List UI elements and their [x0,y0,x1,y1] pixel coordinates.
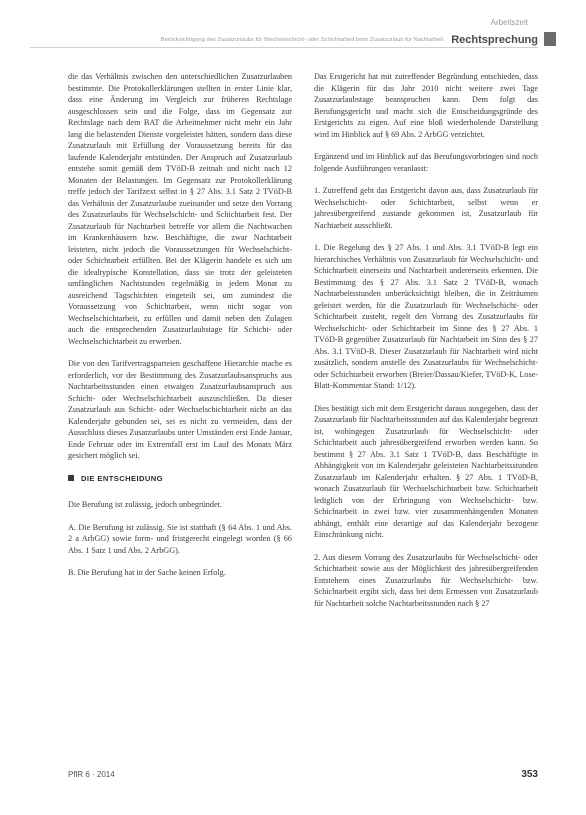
page-number: 353 [521,769,538,780]
header-thumb-mark [544,32,556,46]
body-paragraph: die das Verhältnis zwischen den unterschiedlichen Zusatzurlauben bestimmte. Die Protokollerklärungen stellten in erster Linie klar, dass eine Änderung im Vergleich zur früheren Rechtslage ausgeschlossen sein und die Folge, dass im Gegensatz zur Rechtslage nach dem BAT die Arbeitnehmer nicht mehr ein Jahr lang die belastenden Dienste vorgeleistet hätten, sondern dass diese Zusatzurlaub mit Erfüllung der Voraussetzung bereits für das laufende Kalenderjahr entstünden. Der Anspruch auf Zusatzurlaub entstehe somit gemäß dem TVöD-B zeitnah und nicht nach 12 Monaten der Belastungen. Im Gegensatz zur Protokollerklärung treffe jedoch der Tarifzext selbst in § 27 Abs. 3.1 Satz 2 TVöD-B das Verhältnis der Zusatzurlaube zueinander und setze den Vorrang des Zusatzurlaubs für Wechselschicht- und Schichtarbeit fest. Der Zusatzurlaub für Nachtarbeit betreffe vor allem die Nachtwachen im Krankenhäusern bzw. Beschäftigte, die zwar Nachtarbeit leisteten, nicht jedoch die Voraussetzungen für Wechselschicht- oder Schichtarbeit erfüllten. Bei der Klägerin handele es sich um die idealtypische Konstellation, dass sie trotz der geleisteten umfänglichen Nachtstunden regelmäßig in jedem Monat zu ausreichend Tagschichten eingeteilt sei, um zumindest die Voraussetzung von Schichtarbeit, wenn nicht sogar von Wechselschichtarbeit, zu erfüllen und damit neben den Zulagen auch die entsprechenden Zusatzurlaubstage für Schicht- oder Wechselschichtarbeit zu erwerben. [68,72,292,346]
decision-heading [68,473,292,485]
running-header-section: Rechtsprechung [451,34,538,46]
body-paragraph: Ergänzend und im Hinblick auf das Berufungsvorbringen sind noch folgende Ausführungen veranlasst: [314,152,538,173]
left-column [68,71,292,579]
decision-paragraph: Die Berufung ist zulässig, jedoch unbegründet. [68,500,222,509]
body-paragraph: 2. Aus diesem Vorrang des Zusatzurlaubs für Wechselschicht- oder Schichtarbeit sowie aus der Möglichkeit des jahresübergreifenden Entstehens eines Zusatzurlaubs für Wechselschicht- bzw. Schichtarbeit ergibt sich, dass bei dem Ermessen von Zusatzurlaub für Nachtarbeit solche Nachtarbeitsstunden nach § 27 [314,552,538,608]
body-paragraph: Dies bestätigt sich mit dem Erstgericht daraus ausgegeben, dass der Zusatzurlaub für Nachtarbeitsstunden auf das Kalenderjahr begrenzt ist, wohingegen Zusatzurlaub für Wechselschicht- oder Schichtarbeit auch jahresübergreifend erworben werden kann. So bestimmt § 27 Abs. 3.1 Satz 1 TVöD-B, dass Beschäftigte in Abhängigkeit von im Kalenderjahr geleisteten Nachtarbeitsstunden Zusatzurlaub im Kalenderjahr erhalten. § 27 Abs. 1 TVöD-B, wonach Zusatzurlaub für Wechselschichtarbeit bzw. Schichtarbeit lediglich von der Erbringung von Wechselschicht- bzw. Schichtarbeit in zwei bzw. vier zusammenhängenden Monaten abhängt, enthält eine derartige auf das Kalenderjahr bezogene Einschränkung nicht. [314,403,538,539]
right-column [314,71,538,609]
decision-paragraph: B. Die Berufung hat in der Sache keinen Erfolg. [68,568,226,577]
body-paragraph: 1. Die Regelung des § 27 Abs. 1 und Abs. 3.1 TVöD-B legt ein hierarchisches Verhältnis von Zusatzurlaub für Wechselschicht- und Schichtarbeit einerseits und Nachtarbeit andererseits erkennen. Die Bestimmung des § 27 Abs. 3.1 Satz 2 TVöD-B, wonach Nachtarbeitsstunden unberücksichtigt bleiben, die in Zeiträumen geleistet werden, für die Zusatzurlaub für Wechselschicht- oder Schichtarbeit zusteht, regelt den Vorrang des Zusatzurlaubs für Wechselschicht- oder Schichtarbeit im Sinne des § 27 Abs. 1 TVöD-B gegenüber Zusatzurlaub für Nachtarbeit im Sinn des § 27 Abs. 3.1 TVöD-B. Dieser Zusatzurlaub für Nachtarbeit wird nicht zusätzlich, sondern anstelle des Zusatzurlaubs für Wechselschicht- oder Schichtarbeit erworben (Breier/Dassau/Kiefer, TVöD-K, Lose-Blatt-Kommentar Stand: 1/12). [314,243,538,390]
journal-issue: PflR 6 · 2014 [68,770,115,779]
body-paragraph: 1. Zutreffend geht das Erstgericht davon aus, dass Zusatzurlaub für Wechselschicht- oder Schichtarbeit, selbst wenn er jahresübergreifend zustande gekommen ist, Zusatzurlaub für Nachtarbeit ausschließt. [314,186,538,230]
section-kicker: Arbeitszeit [490,18,528,27]
decision-paragraph: A. Die Berufung ist zulässig. Sie ist statthaft (§ 64 Abs. 1 und Abs. 2 a ArbGG) sowie form- und fristgerecht eingelegt worden (§ 66 Abs. 1 Satz 1 und Abs. 2 ArbGG). [68,522,292,555]
running-header-topic: Berücksichtigung des Zusatzurlaubs für Wechselschicht- oder Schichtarbeit beim Zusatzurlaub für Nachtarbeit [160,37,444,43]
running-header [30,33,538,48]
decision-heading-label: DIE ENTSCHEIDUNG [81,473,163,483]
body-paragraph: Das Erstgericht hat mit zutreffender Begründung entschieden, dass die Klägerin für das Jahr 2010 nicht weitere zwei Tage Zusatzurlaubstage beanspruchen kann. Dem folgt das Berufungsgericht und macht sich die Entscheidungsgründe des Erstgerichts zu eigen. Auf eine bloß wiederholende Darstellung wird im Hinblick auf § 69 Abs. 2 ArbGG verzichtet. [314,72,538,139]
square-bullet-icon [68,475,74,481]
body-paragraph: Die von den Tarifvertragsparteien geschaffene Hierarchie mache es erforderlich, vor der Bestimmung des Zusatzurlaubsanspruchs aus Nachtarbeitsstunden einen etwaigen Zusatzurlaubsanspruch aus Schicht- oder Wechselschichtarbeit auszuschließen. Da dieser Zusatzurlaub aus Schicht- oder Wechselschichtarbeit nicht an das Kalenderjahr gebunden sei, sei es nicht zu vermeiden, dass der Ausschluss dieses Zusatzurlaubs unter Umständen erst Ende Januar, Ende Februar oder im Extremfall erst im Lauf des Monats März gesichert möglich sei. [68,359,292,460]
page-footer [68,769,538,780]
